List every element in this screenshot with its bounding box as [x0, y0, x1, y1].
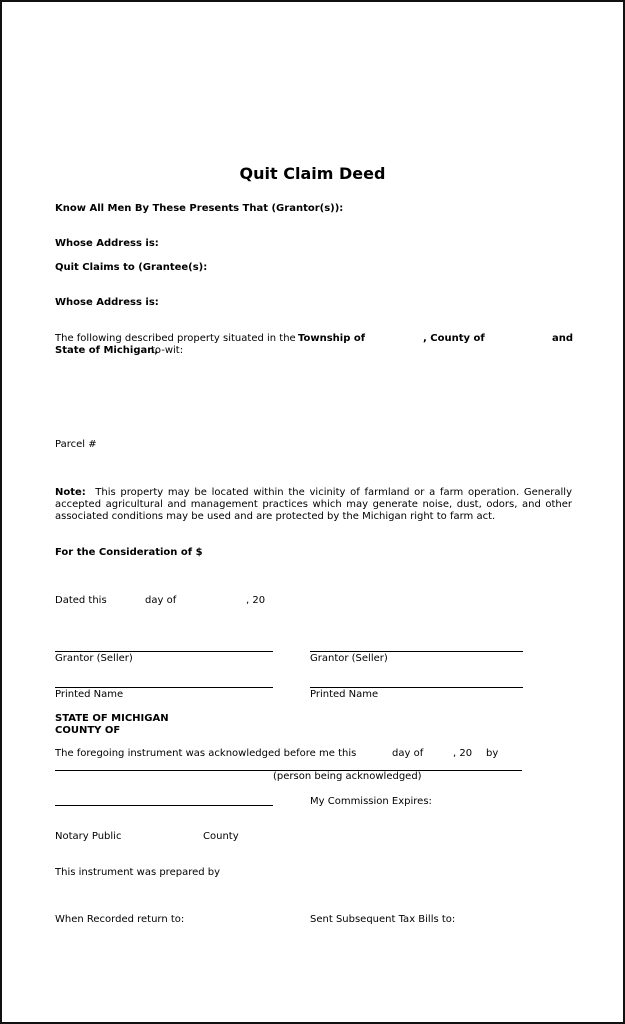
county-label: , County of: [423, 333, 485, 344]
printed-left-label: Printed Name: [55, 689, 124, 700]
ack-day-of: day of: [392, 748, 424, 759]
dated-year-label: , 20: [246, 595, 266, 606]
grantor-left-label: Grantor (Seller): [55, 653, 133, 664]
dated-this-label: Dated this: [55, 595, 107, 606]
grantor-left-signature-line: [55, 651, 273, 652]
notary-signature-line: [55, 805, 273, 806]
printed-right-label: Printed Name: [310, 689, 379, 700]
prepared-by-label: This instrument was prepared by: [55, 867, 221, 878]
grantor-right-signature-line: [310, 651, 523, 652]
commission-expires-label: My Commission Expires:: [310, 796, 432, 807]
intro-line: Know All Men By These Presents That (Grantor(s)):: [55, 203, 344, 214]
parcel-label: Parcel #: [55, 439, 97, 450]
notary-county: COUNTY OF: [55, 725, 121, 736]
notary-public-label: Notary Public: [55, 831, 122, 842]
consideration-label: For the Consideration of $: [55, 547, 203, 558]
tax-bills-label: Sent Subsequent Tax Bills to:: [310, 914, 456, 925]
grantee-address-label: Whose Address is:: [55, 297, 159, 308]
notary-state: STATE OF MICHIGAN: [55, 713, 169, 724]
note-paragraph: [55, 487, 572, 523]
dated-day-of-label: day of: [145, 595, 177, 606]
ack-text: The foregoing instrument was acknowledged before me this: [55, 748, 357, 759]
printed-left-line: [55, 687, 273, 688]
note-text: This property may be located within the vicinity of farmland or a farm operation. Generally accepted agricultural and management practices which may generate noise, dust, odors, and other associated conditions may be used and are protected by the Michigan right to farm act.: [55, 487, 572, 522]
ack-year: , 20: [453, 748, 473, 759]
grantee-label: Quit Claims to (Grantee(s):: [55, 262, 208, 273]
printed-right-line: [310, 687, 523, 688]
page-title: Quit Claim Deed: [239, 164, 386, 183]
towit-label: to-wit:: [151, 345, 184, 356]
ack-by: by: [486, 748, 499, 759]
grantor-right-label: Grantor (Seller): [310, 653, 388, 664]
grantor-address-label: Whose Address is:: [55, 238, 159, 249]
person-acknowledged-label: (person being acknowledged): [273, 771, 422, 782]
return-to-label: When Recorded return to:: [55, 914, 185, 925]
note-label: Note:: [55, 487, 86, 498]
and-label: and: [552, 333, 574, 344]
property-lead: The following described property situated in the: [55, 333, 296, 344]
township-label: Township of: [298, 333, 366, 344]
notary-county-label: County: [203, 831, 239, 842]
state-label: State of Michigan,: [55, 345, 159, 356]
